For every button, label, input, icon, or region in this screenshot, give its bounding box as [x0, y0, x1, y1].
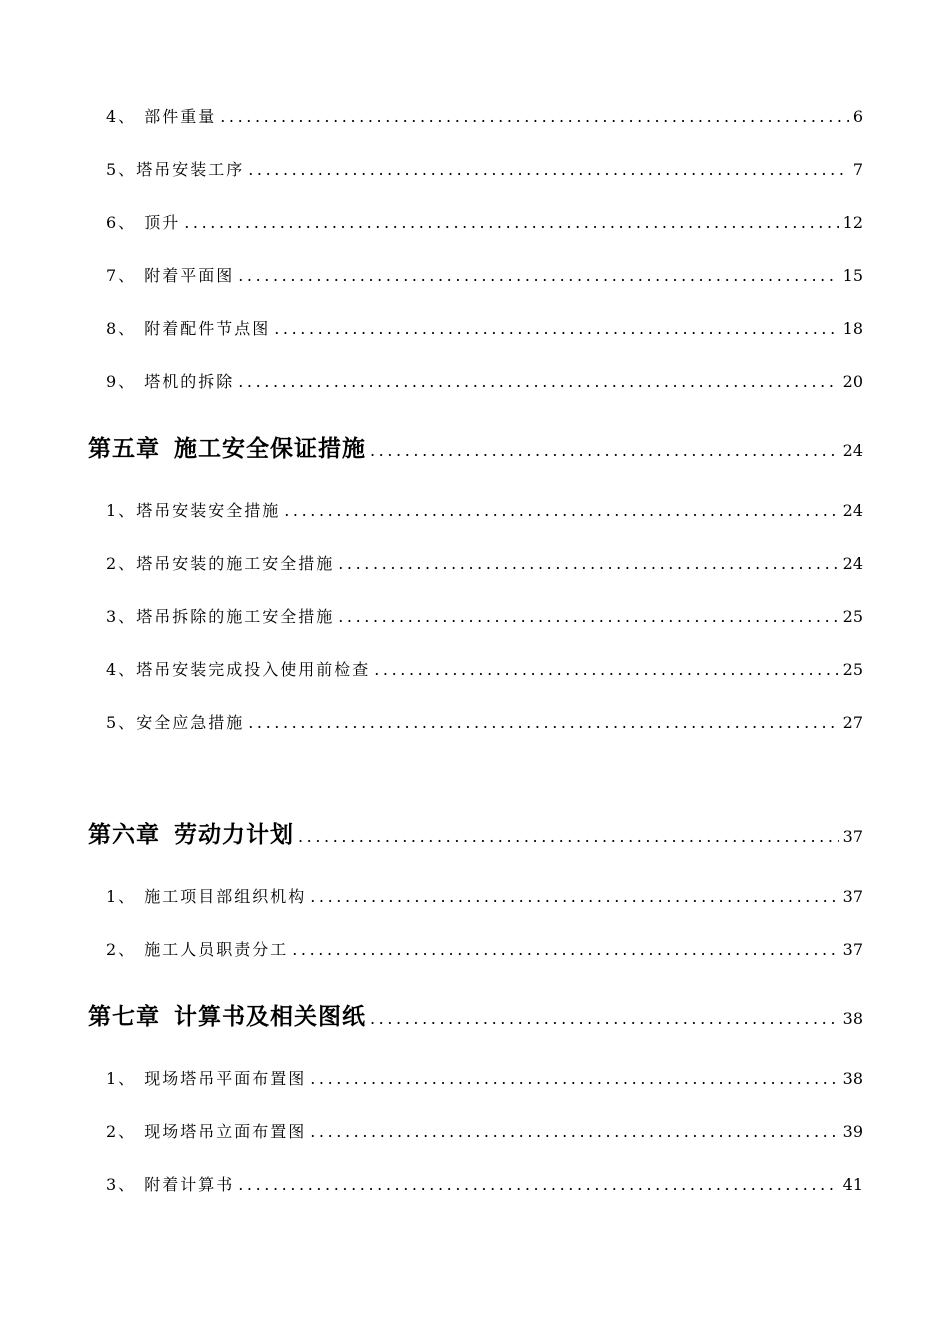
toc-entry-page: 25: [842, 660, 863, 679]
toc-entry-title: 塔吊安装的施工安全措施: [136, 554, 335, 573]
toc-entry-page: 37: [842, 887, 863, 906]
toc-entry-title: 部件重量: [144, 107, 217, 126]
toc-entry-page: 38: [842, 1069, 863, 1088]
dot-leader: [338, 554, 838, 573]
toc-entry-title: 顶升: [144, 213, 181, 232]
toc-entry[interactable]: [0, 604, 950, 627]
toc-entry-number: 3、: [106, 1175, 137, 1194]
toc-entry[interactable]: [0, 210, 950, 233]
toc-entry[interactable]: [0, 369, 950, 392]
toc-entry[interactable]: [0, 157, 950, 180]
chapter-title: 施工安全保证措施: [174, 435, 366, 462]
dot-leader: [220, 107, 849, 126]
toc-entry-page: 6: [852, 107, 863, 126]
chapter-title: 计算书及相关图纸: [174, 1003, 366, 1030]
toc-chapter-5[interactable]: [0, 430, 950, 463]
toc-entry[interactable]: [0, 551, 950, 574]
toc-entry[interactable]: [0, 1066, 950, 1089]
toc-entry-title: 施工项目部组织机构: [144, 887, 307, 906]
chapter-label: 第七章: [88, 1003, 160, 1030]
toc-entry-number: 6、: [106, 213, 137, 232]
chapter-page: 37: [842, 827, 863, 846]
toc-entry-number: 1、: [106, 501, 137, 520]
toc-chapter-7[interactable]: [0, 998, 950, 1031]
toc-entry-number: 4、: [106, 660, 137, 679]
toc-entry-title: 塔吊拆除的施工安全措施: [136, 607, 335, 626]
toc-entry-number: 3、: [106, 607, 137, 626]
dot-leader: [310, 1069, 838, 1088]
toc-entry[interactable]: [0, 263, 950, 286]
toc-entry-page: 18: [842, 319, 863, 338]
chapter-title: 劳动力计划: [174, 821, 294, 848]
toc-entry-page: 15: [842, 266, 863, 285]
toc-entry-title: 附着计算书: [144, 1175, 235, 1194]
dot-leader: [238, 1175, 838, 1194]
dot-leader: [310, 1122, 838, 1141]
toc-entry[interactable]: [0, 1119, 950, 1142]
dot-leader: [338, 607, 838, 626]
toc-entry-title: 现场塔吊立面布置图: [144, 1122, 307, 1141]
toc-entry-title: 塔吊安装安全措施: [136, 501, 281, 520]
dot-leader: [238, 266, 838, 285]
toc-entry-number: 5、: [106, 160, 137, 179]
toc-entry-number: 2、: [106, 554, 137, 573]
toc-entry-number: 9、: [106, 372, 137, 391]
toc-entry-title: 施工人员职责分工: [144, 940, 289, 959]
dot-leader: [248, 713, 838, 732]
chapter-page: 24: [842, 441, 863, 460]
dot-leader: [370, 441, 839, 460]
toc-entry[interactable]: [0, 1172, 950, 1195]
toc-entry-page: 27: [842, 713, 863, 732]
dot-leader: [298, 827, 839, 846]
dot-leader: [238, 372, 838, 391]
chapter-page: 38: [842, 1009, 863, 1028]
dot-leader: [248, 160, 849, 179]
toc-entry[interactable]: [0, 316, 950, 339]
toc-entry-title: 塔吊安装工序: [136, 160, 245, 179]
toc-entry-page: 41: [842, 1175, 863, 1194]
toc-entry-number: 1、: [106, 1069, 137, 1088]
toc-entry-number: 5、: [106, 713, 137, 732]
toc-entry-page: 7: [852, 160, 863, 179]
toc-entry-page: 24: [842, 554, 863, 573]
dot-leader: [274, 319, 838, 338]
toc-entry-title: 现场塔吊平面布置图: [144, 1069, 307, 1088]
toc-entry[interactable]: [0, 657, 950, 680]
toc-entry-title: 附着配件节点图: [144, 319, 271, 338]
chapter-label: 第六章: [88, 821, 160, 848]
toc-entry[interactable]: [0, 710, 950, 733]
toc-entry-number: 4、: [106, 107, 137, 126]
toc-entry-page: 12: [842, 213, 863, 232]
toc-entry-page: 24: [842, 501, 863, 520]
dot-leader: [374, 660, 838, 679]
toc-entry-title: 塔吊安装完成投入使用前检查: [136, 660, 371, 679]
toc-entry-title: 安全应急措施: [136, 713, 245, 732]
toc-entry-number: 1、: [106, 887, 137, 906]
toc-entry-page: 25: [842, 607, 863, 626]
toc-entry[interactable]: [0, 498, 950, 521]
toc-entry[interactable]: [0, 884, 950, 907]
dot-leader: [370, 1009, 839, 1028]
dot-leader: [284, 501, 838, 520]
toc-entry-number: 2、: [106, 1122, 137, 1141]
toc-entry-title: 附着平面图: [144, 266, 235, 285]
toc-entry[interactable]: [0, 937, 950, 960]
toc-entry-number: 8、: [106, 319, 137, 338]
toc-entry-page: 20: [842, 372, 863, 391]
toc-entry-number: 7、: [106, 266, 137, 285]
toc-entry-page: 37: [842, 940, 863, 959]
toc-entry[interactable]: [0, 104, 950, 127]
dot-leader: [310, 887, 838, 906]
dot-leader: [292, 940, 838, 959]
toc-entry-page: 39: [842, 1122, 863, 1141]
dot-leader: [184, 213, 838, 232]
chapter-label: 第五章: [88, 435, 160, 462]
toc-chapter-6[interactable]: [0, 816, 950, 849]
toc-entry-title: 塔机的拆除: [144, 372, 235, 391]
toc-entry-number: 2、: [106, 940, 137, 959]
